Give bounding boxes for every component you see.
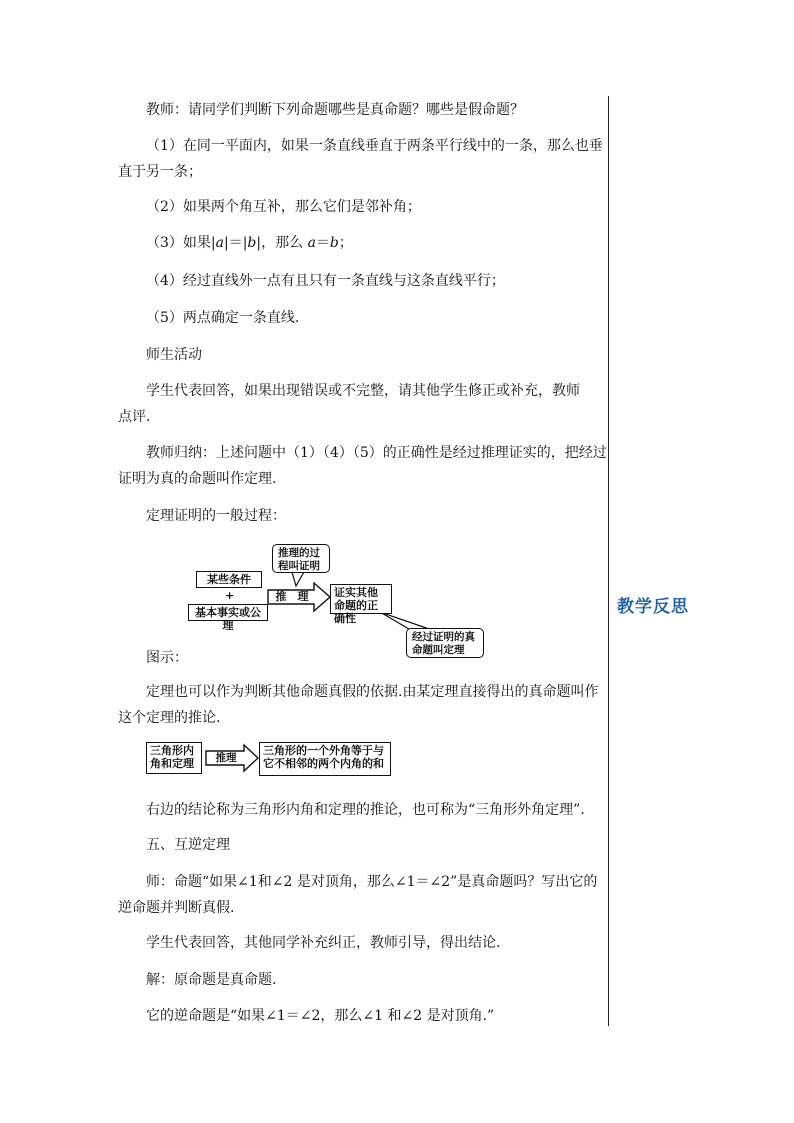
paragraph-formula: （3）如果|a|＝|b|，那么 a＝b； xyxy=(146,235,353,251)
paragraph: 师生活动 xyxy=(146,347,202,363)
paragraph: （1）在同一平面内，如果一条直线垂直于两条平行线中的一条，那么也垂 直于另一条； xyxy=(118,138,603,180)
reasoning-label-2: 推理 xyxy=(215,752,237,764)
exterior-angle-box: 三角形的一个外角等于与它不相邻的两个内角的和 xyxy=(259,742,391,776)
teaching-reflection-label: 教学反思 xyxy=(617,597,689,617)
paragraph: 它的逆命题是“如果∠1＝∠2，那么∠1 和∠2 是对顶角.” xyxy=(146,1008,495,1024)
paragraph: 图示： xyxy=(146,650,188,666)
section-heading: 五、互逆定理 xyxy=(146,837,230,853)
paragraph: 学生代表回答，如果出现错误或不完整，请其他学生修正或补充，教师 点评. xyxy=(118,383,580,425)
callout-theorem: 经过证明的真命题叫定理 xyxy=(406,628,484,658)
paragraph: 定理证明的一般过程： xyxy=(146,508,286,524)
plus-sign: + xyxy=(225,589,235,602)
paragraph: （2）如果两个角互补，那么它们是邻补角； xyxy=(146,199,421,215)
paragraph: 教师：请同学们判断下列命题哪些是真命题？哪些是假命题？ xyxy=(146,102,524,118)
reasoning-label: 推 理 xyxy=(275,590,309,603)
callout-proof: 推理的过程叫证明 xyxy=(272,544,330,573)
paragraph: 定理也可以作为判断其他命题真假的依据.由某定理直接得出的真命题叫作 这个定理的推论. xyxy=(118,684,599,726)
result-box: 证实其他命题的正确性 xyxy=(330,584,392,614)
paragraph: 解：原命题是真命题. xyxy=(146,972,277,988)
paragraph: （4）经过直线外一点有且只有一条直线与这条直线平行； xyxy=(146,273,505,289)
condition-box: 某些条件 xyxy=(196,571,262,588)
angle-sum-theorem-box: 三角形内角和定理 xyxy=(146,742,202,774)
paragraph: 学生代表回答，其他同学补充纠正，教师引导，得出结论. xyxy=(146,935,501,951)
paragraph: （5）两点确定一条直线. xyxy=(146,310,300,326)
paragraph: 师：命题“如果∠1和∠2 是对顶角，那么∠1＝∠2”是真命题吗？写出它的 逆命题并判断真假. xyxy=(118,874,598,916)
basis-box: 基本事实或公理 xyxy=(188,604,268,621)
paragraph: 右边的结论称为三角形内角和定理的推论，也可称为“三角形外角定理”. xyxy=(146,802,585,818)
paragraph: 教师归纳：上述问题中（1）（4）（5）的正确性是经过推理证实的，把经过 证明为真的命题叫作定理. xyxy=(118,445,607,487)
